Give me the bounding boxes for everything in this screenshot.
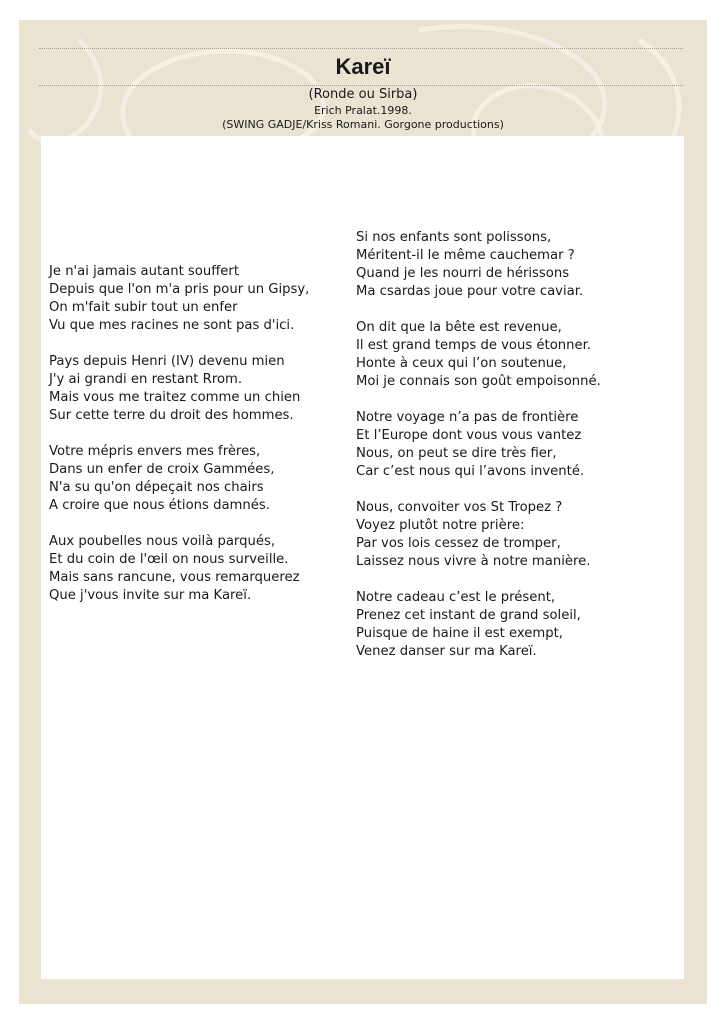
lyrics-left-column [49,263,309,623]
lyric-line: Votre mépris envers mes frères, [49,444,261,459]
lyrics-right-column [356,229,601,679]
lyric-line: Moi je connais son goût empoisonné. [356,374,601,389]
song-credits: (SWING GADJE/Kriss Romani. Gorgone productions) [222,118,504,131]
header-rule-top [39,48,683,49]
lyric-line: Méritent-il le même cauchemar ? [356,248,575,263]
stanza [49,443,309,515]
lyric-line: Notre cadeau c’est le présent, [356,590,556,605]
lyric-line: Et l’Europe dont vous vous vantez [356,428,582,443]
lyric-line: Mais vous me traitez comme un chien [49,390,301,405]
lyric-line: Et du coin de l'œil on nous surveille. [49,552,289,567]
stanza [49,533,309,605]
lyric-line: J'y ai grandi en restant Rrom. [49,372,243,387]
stanza [49,353,309,425]
lyric-line: Prenez cet instant de grand soleil, [356,608,581,623]
lyric-line: Notre voyage n’a pas de frontière [356,410,579,425]
lyric-line: Pays depuis Henri (IV) devenu mien [49,354,285,369]
stanza [356,409,601,481]
song-subtitle: (Ronde ou Sirba) [308,87,418,102]
lyric-line: Voyez plutôt notre prière: [356,518,525,533]
lyric-line: Sur cette terre du droit des hommes. [49,408,294,423]
lyric-line: A croire que nous étions damnés. [49,498,270,513]
lyric-line: Ma csardas joue pour votre caviar. [356,284,584,299]
lyric-line: Je n'ai jamais autant souffert [49,264,240,279]
lyric-line: Il est grand temps de vous étonner. [356,338,592,353]
lyric-line: Depuis que l'on m'a pris pour un Gipsy, [49,282,310,297]
stanza [356,319,601,391]
lyric-line: On m'fait subir tout un enfer [49,300,238,315]
song-title: Kareï [335,54,391,79]
stanza [356,589,601,661]
lyric-line: Dans un enfer de croix Gammées, [49,462,275,477]
lyric-line: Vu que mes racines ne sont pas d'ici. [49,318,295,333]
stanza [356,229,601,301]
lyric-line: Quand je les nourri de hérissons [356,266,570,281]
song-author: Erich Pralat.1998. [314,104,412,117]
decorative-frame [19,20,707,1004]
lyric-line: Aux poubelles nous voilà parqués, [49,534,276,549]
lyric-line: Nous, convoiter vos St Tropez ? [356,500,563,515]
lyric-line: Car c’est nous qui l’avons inventé. [356,464,585,479]
lyric-line: Si nos enfants sont polissons, [356,230,552,245]
lyric-line: Par vos lois cessez de tromper, [356,536,561,551]
lyric-line: N'a su qu'on dépeçait nos chairs [49,480,264,495]
lyric-line: Mais sans rancune, vous remarquerez [49,570,300,585]
lyric-line: Venez danser sur ma Kareï. [356,644,537,659]
lyric-line: Honte à ceux qui l’on soutenue, [356,356,567,371]
stanza [356,499,601,571]
lyric-line: Que j'vous invite sur ma Kareï. [49,588,252,603]
stanza [49,263,309,335]
lyric-line: Laissez nous vivre à notre manière. [356,554,591,569]
lyric-line: Nous, on peut se dire très fier, [356,446,557,461]
lyric-line: On dit que la bête est revenue, [356,320,562,335]
lyric-line: Puisque de haine il est exempt, [356,626,563,641]
